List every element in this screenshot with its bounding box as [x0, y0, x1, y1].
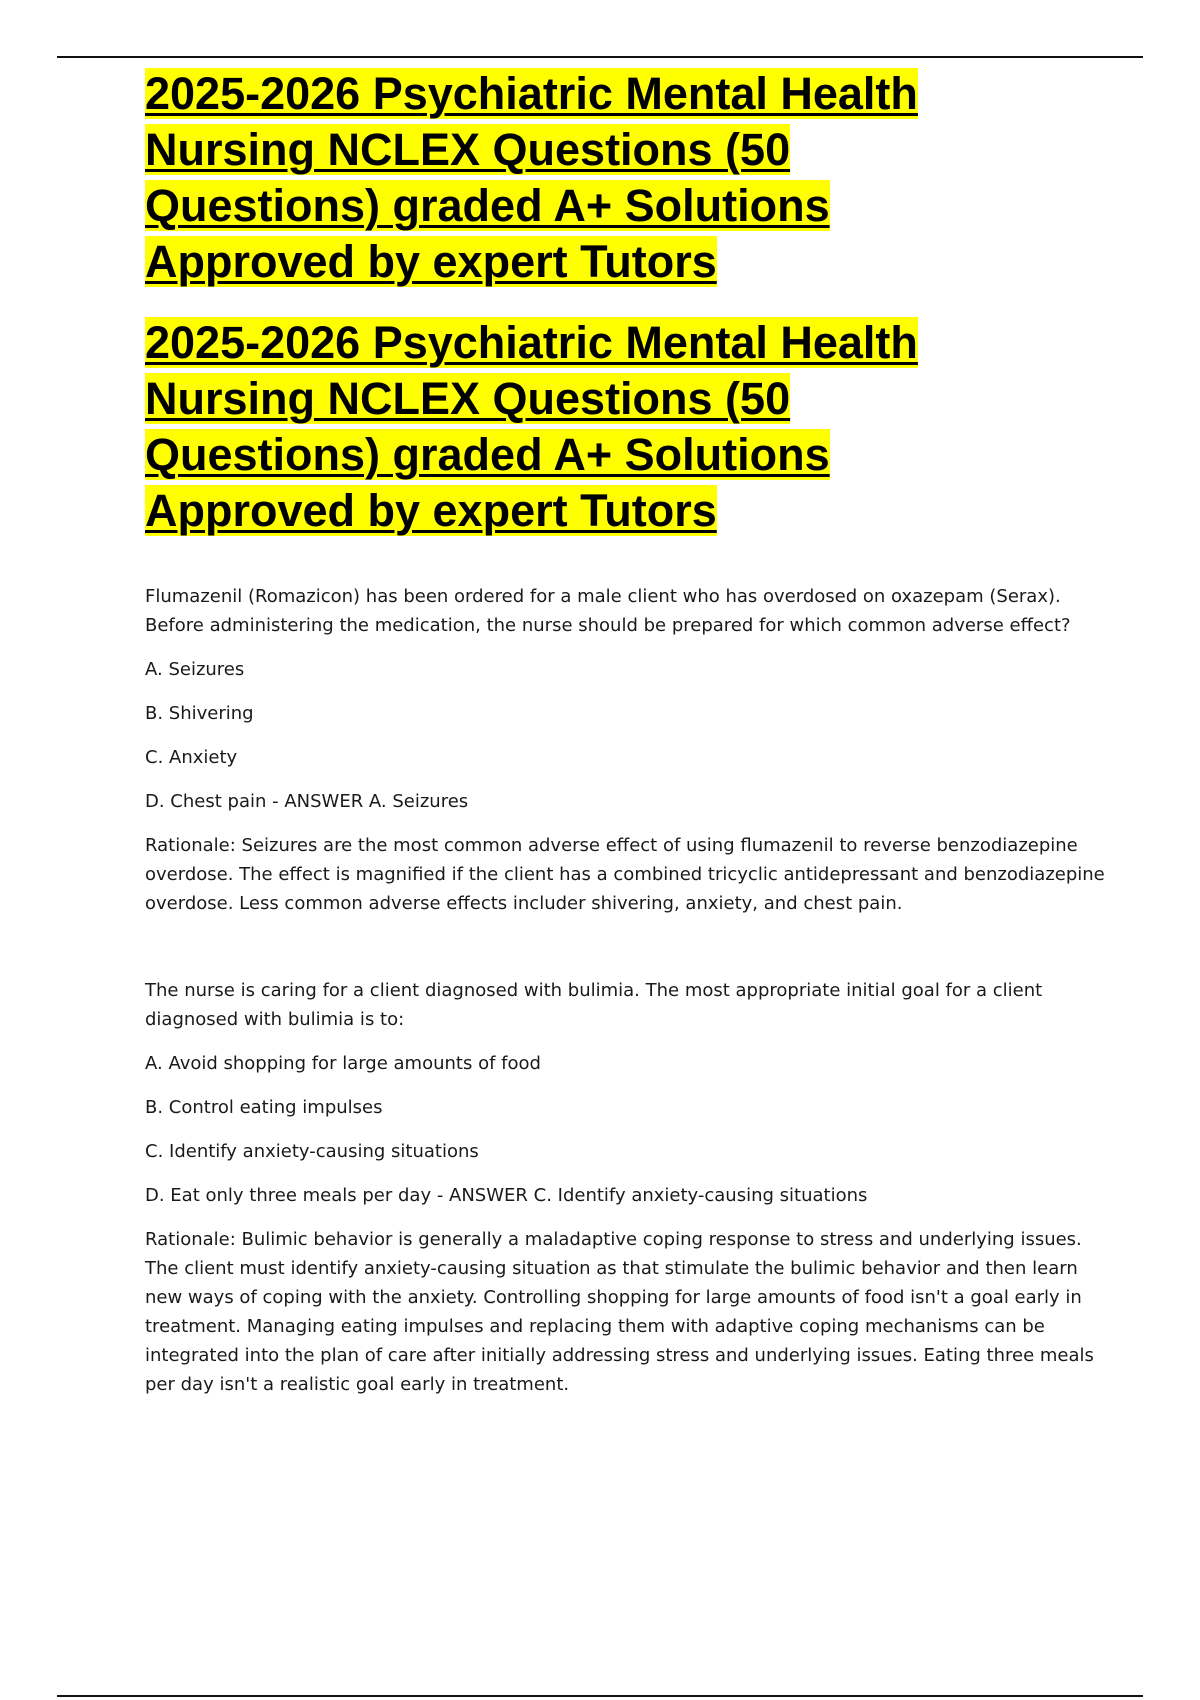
document-title-repeat-text: 2025-2026 Psychiatric Mental Health Nursing NCLEX Questions (50 Questions) graded A+ Solutions Approved by expert Tutors	[145, 317, 918, 536]
top-rule	[57, 56, 1143, 58]
rationale: Rationale: Bulimic behavior is generally a maladaptive coping response to stress and underlying issues. The client must identify anxiety-causing situation as that stimulate the bulimic behavior and then learn new ways of coping with the anxiety. Controlling shopping for large amounts of food isn't a goal early in treatment. Managing eating impulses and replacing them with adaptive coping mechanisms can be integrated into the plan of care after initially addressing stress and underlying issues. Eating three meals per day isn't a realistic goal early in treatment.	[145, 1229, 1094, 1395]
document-title	[145, 66, 1025, 290]
answer-option-c: C. Anxiety	[145, 747, 238, 768]
answer-option-a: A. Seizures	[145, 659, 245, 680]
answer-option-b: B. Shivering	[145, 703, 254, 724]
answer-option-c: C. Identify anxiety-causing situations	[145, 1141, 479, 1162]
answer-option-d: D. Chest pain - ANSWER A. Seizures	[145, 791, 469, 812]
bottom-rule	[57, 1695, 1143, 1697]
document-title-repeat	[145, 315, 1025, 539]
answer-option-d: D. Eat only three meals per day - ANSWER C. Identify anxiety-causing situations	[145, 1185, 868, 1206]
rationale: Rationale: Seizures are the most common adverse effect of using flumazenil to reverse benzodiazepine overdose. The effect is magnified if the client has a combined tricyclic antidepressant and benzodiazepine overdose. Less common adverse effects includer shivering, anxiety, and chest pain.	[145, 835, 1105, 914]
question-block-2	[145, 976, 1105, 1399]
document-title-text: 2025-2026 Psychiatric Mental Health Nursing NCLEX Questions (50 Questions) graded A+ Solutions Approved by expert Tutors	[145, 68, 918, 287]
document-body	[145, 66, 1105, 1399]
question-block-1	[145, 582, 1105, 918]
answer-option-a: A. Avoid shopping for large amounts of food	[145, 1053, 541, 1074]
answer-option-b: B. Control eating impulses	[145, 1097, 383, 1118]
question-stem: Flumazenil (Romazicon) has been ordered for a male client who has overdosed on oxazepam (Serax). Before administering the medication, the nurse should be prepared for which common adverse effect?	[145, 586, 1071, 636]
question-stem: The nurse is caring for a client diagnosed with bulimia. The most appropriate initial goal for a client diagnosed with bulimia is to:	[145, 980, 1043, 1030]
